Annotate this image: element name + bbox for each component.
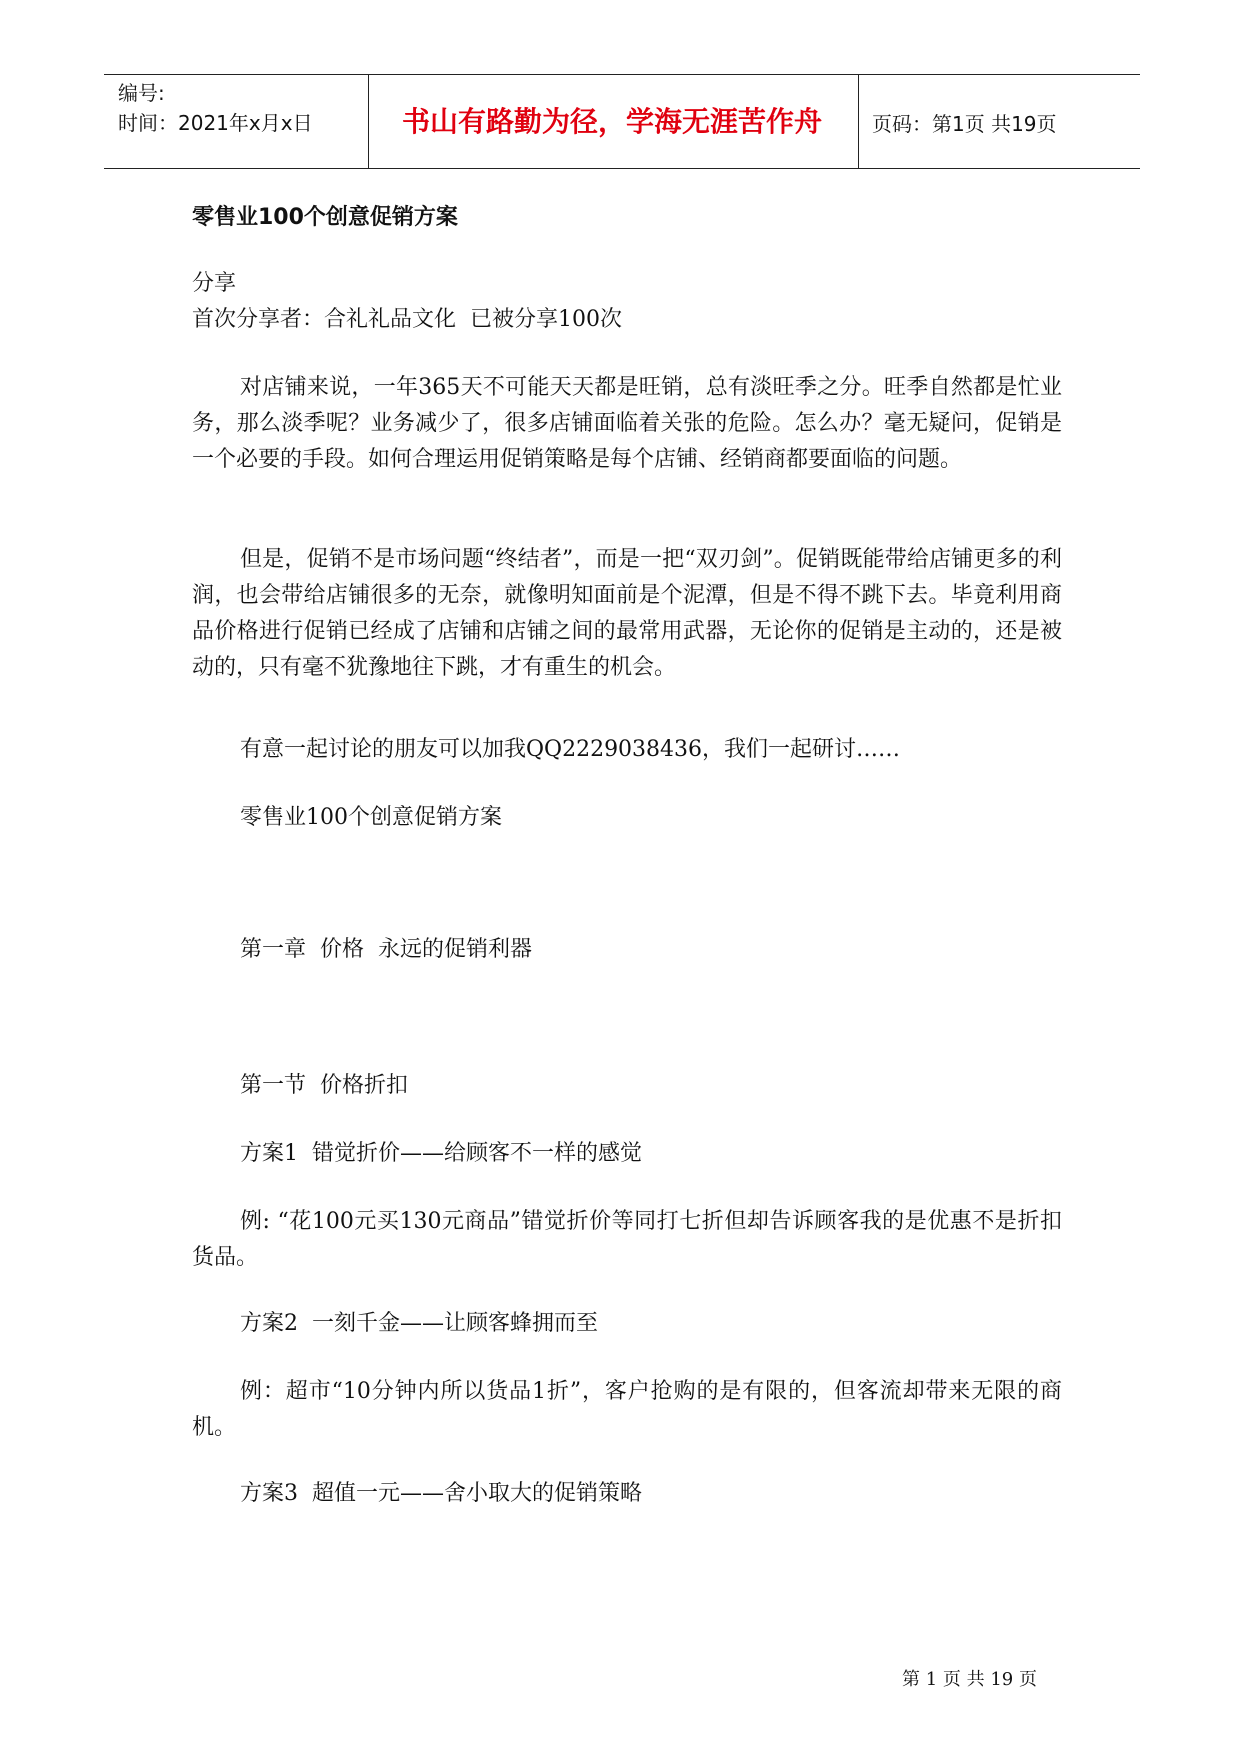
plan-2-title: 方案2 一刻千金——让顾客蜂拥而至: [240, 1311, 598, 1336]
header-page-code: 页码：第1页 共19页: [872, 112, 1057, 136]
header-motto: 书山有路勤为径，学海无涯苦作舟: [401, 105, 822, 138]
contact-line: 有意一起讨论的朋友可以加我QQ2229038436，我们一起研讨……: [240, 737, 901, 762]
plan-2-example: 例：超市“10分钟内所以货品1折”，客户抢购的是有限的，但客流却带来无限的商机。: [192, 1379, 1062, 1440]
share-line: 首次分享者：合礼礼品文化 已被分享100次: [192, 307, 622, 332]
chapter-heading: 第一章 价格 永远的促销利器: [240, 937, 532, 962]
time-label: 时间：2021年x月x日: [118, 111, 313, 135]
subtitle: 零售业100个创意促销方案: [240, 805, 502, 830]
plan-3-title: 方案3 超值一元——舍小取大的促销策略: [240, 1481, 642, 1506]
plan-1-example: 例: “花100元买130元商品”错觉折价等同打七折但却告诉顾客我的是优惠不是折扣货品。: [192, 1209, 1062, 1270]
header-meta: [118, 78, 313, 138]
paragraph-2: 但是，促销不是市场问题“终结者”，而是一把“双刃剑”。促销既能带给店铺更多的利润，也会带给店铺很多的无奈，就像明知面前是个泥潭，但是不得不跳下去。毕竟利用商品价格进行促销已经成了店铺和店铺之间的最常用武器，无论你的促销是主动的，还是被动的，只有毫不犹豫地往下跳，才有重生的机会。: [192, 547, 1062, 680]
document-title: 零售业100个创意促销方案: [192, 205, 458, 230]
header-divider-left: [368, 74, 369, 169]
header-bottom-rule: [104, 168, 1140, 169]
page-footer: 第 1 页 共 19 页: [902, 1669, 1037, 1690]
plan-1-title: 方案1 错觉折价——给顾客不一样的感觉: [240, 1141, 642, 1166]
share-label: 分享: [192, 271, 237, 296]
serial-label: 编号:: [118, 81, 165, 105]
paragraph-1: 对店铺来说，一年365天不可能天天都是旺销，总有淡旺季之分。旺季自然都是忙业务，那么淡季呢？业务减少了，很多店铺面临着关张的危险。怎么办？毫无疑问，促销是一个必要的手段。如何合理运用促销策略是每个店铺、经销商都要面临的问题。: [192, 375, 1062, 472]
header-divider-right: [858, 74, 859, 169]
section-heading: 第一节 价格折扣: [240, 1073, 408, 1098]
header-top-rule: [104, 74, 1140, 75]
